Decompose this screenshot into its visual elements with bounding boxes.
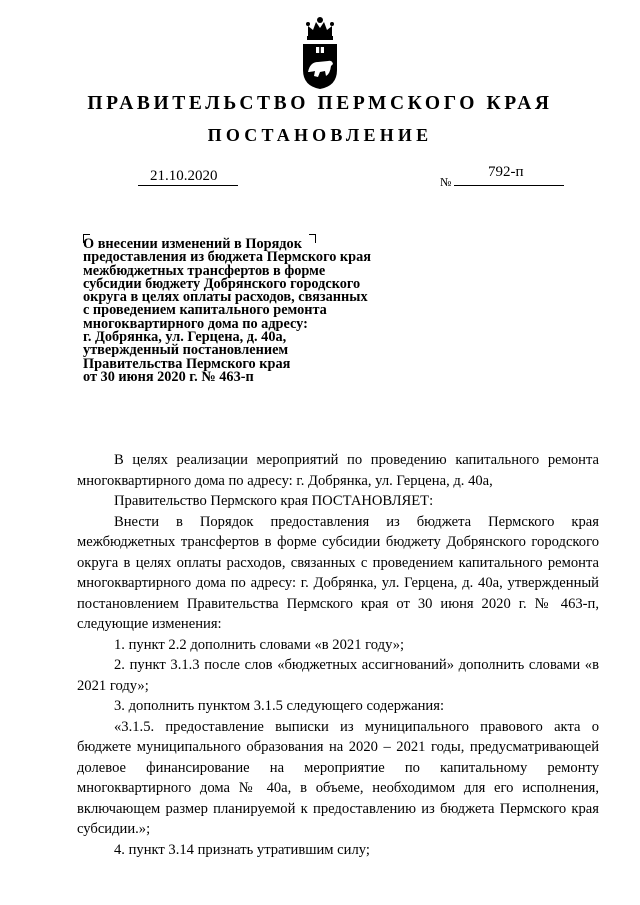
document-type: ПОСТАНОВЛЕНИЕ [207, 125, 433, 145]
body-paragraph-preamble: В целях реализации мероприятий по проведению капитального ремонта многоквартирного дома по адресу: г. Добрянка, ул. Герцена, д. 40а, [77, 452, 599, 489]
organization-title: ПРАВИТЕЛЬСТВО ПЕРМСКОГО КРАЯ [87, 93, 553, 114]
subject-line: с проведением капитального ремонта [83, 302, 327, 319]
body-paragraph-amend: Внести в Порядок предоставления из бюджета Пермского края межбюджетных трансфертов в форме субсидии бюджету Добрянского городского округа в целях оплаты расходов, связанных с проведением капитального ремонта многоквартирного дома по адресу: г. Добрянка, ул. Герцена, д. 40а, утвержденный постановлением Правительства Пермского края от 30 июня 2020 г. № 463-п, следующие изменения: [77, 513, 599, 632]
body-paragraph-item-3: 3. дополнить пунктом 3.1.5 следующего содержания: [114, 698, 445, 714]
subject-line: Правительства Пермского края [83, 355, 291, 372]
body-paragraph-item-2: 2. пункт 3.1.3 после слов «бюджетных ассигнований» дополнить словами «в 2021 году»; [77, 657, 599, 694]
document-date: 21.10.2020 [150, 168, 218, 184]
body-paragraph-item-1: 1. пункт 2.2 дополнить словами «в 2021 году»; [114, 636, 405, 653]
body-paragraph-quote: «3.1.5. предоставление выписки из муниципального правового акта о бюджете муниципального образования на 2020 – 2021 годы, предусматривающей долевое финансирование на мероприятие по капитальному ремонту многоквартирного дома № 40а, в объеме, необходимом для его исполнения, включающем размер планируемой к предоставлению из бюджета Пермского края субсидии.»; [77, 718, 599, 837]
subject-line: г. Добрянка, ул. Герцена, д. 40а, [83, 329, 287, 346]
subject-line: утвержденный постановлением [83, 342, 289, 359]
document-subject [83, 238, 403, 384]
number-underline [454, 185, 564, 186]
date-underline [138, 185, 238, 186]
subject-bracket-left-top [83, 234, 90, 235]
body-paragraph-resolves: Правительство Пермского края ПОСТАНОВЛЯЕТ: [114, 493, 434, 509]
subject-line: межбюджетных трансфертов в форме [83, 262, 326, 279]
subject-line: многоквартирного дома по адресу: [83, 315, 308, 332]
number-sign: № [440, 175, 452, 189]
subject-line: округа в целях оплаты расходов, связанных [83, 289, 368, 306]
subject-line: от 30 июня 2020 г. № 463-п [83, 368, 254, 385]
document-number: 792-п [488, 164, 524, 180]
subject-line: субсидии бюджету Добрянского городского [83, 275, 361, 292]
subject-line: предоставления из бюджета Пермского края [83, 249, 372, 266]
body-paragraph-item-4: 4. пункт 3.14 признать утратившим силу; [114, 841, 370, 858]
document-body [77, 450, 599, 860]
subject-line: О внесении изменений в Порядок [83, 236, 302, 252]
perm-krai-coat-of-arms-icon [300, 14, 340, 90]
